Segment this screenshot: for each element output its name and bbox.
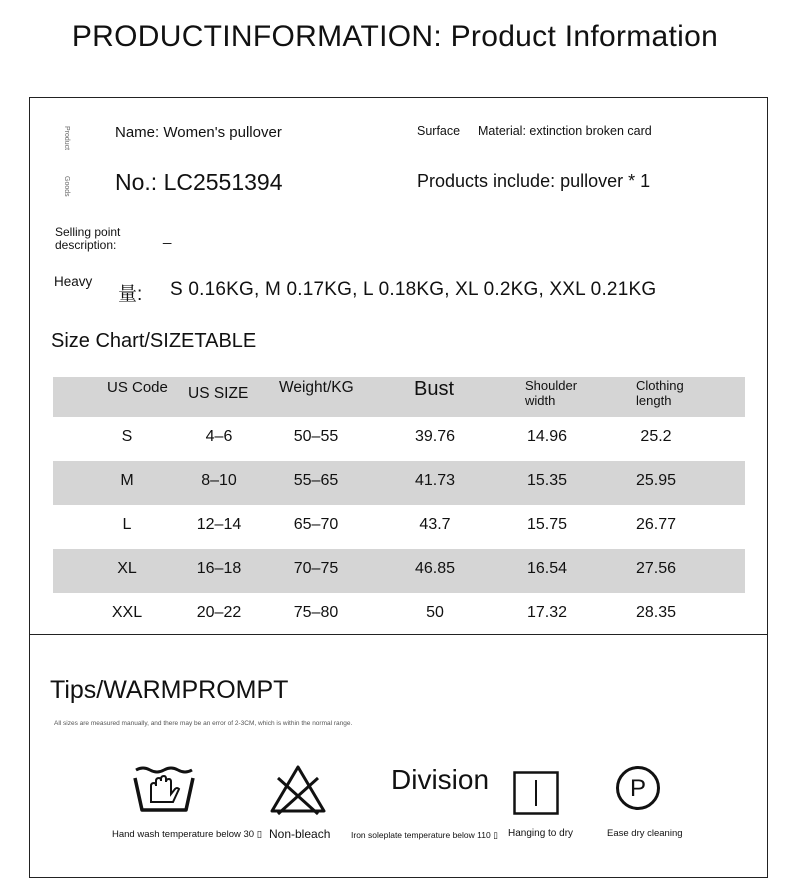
iron-division-text: Division	[391, 764, 490, 795]
cell-clothing-length: 28.35	[635, 604, 677, 621]
cell-clothing-length: 25.2	[640, 428, 672, 445]
header-us-size: US SIZE	[188, 385, 249, 402]
header-weight: Weight/KG	[279, 379, 354, 396]
size-chart-title: Size Chart/SIZETABLE	[51, 330, 257, 352]
cell-us-size: 8–10	[201, 472, 237, 489]
tips-box	[29, 634, 768, 878]
cell-us-code: S	[121, 428, 133, 445]
non-bleach-icon	[269, 764, 327, 814]
cell-weight: 55–65	[293, 472, 339, 489]
cell-us-size: 20–22	[196, 604, 242, 621]
table-header-row	[53, 377, 745, 417]
weight-label: Heavy	[54, 274, 93, 289]
hand-wash-label: Hand wash temperature below 30 ▯	[112, 829, 262, 840]
weight-label-char: 量:	[118, 284, 143, 305]
header-us-code: US Code	[107, 379, 168, 396]
cell-us-code: L	[122, 516, 132, 533]
product-material: Material: extinction broken card	[478, 124, 652, 138]
dry-clean-label: Ease dry cleaning	[607, 828, 683, 839]
product-includes: Products include: pullover * 1	[417, 171, 651, 191]
cell-bust: 46.85	[414, 560, 456, 577]
iron-label: Iron soleplate temperature below 110 ▯	[351, 830, 498, 840]
cell-clothing-length: 27.56	[635, 560, 677, 577]
table-row	[53, 417, 745, 461]
table-row	[53, 461, 745, 505]
table-row	[53, 593, 745, 637]
cell-clothing-length: 25.95	[635, 472, 677, 489]
cell-shoulder-width: 15.35	[526, 472, 568, 489]
dry-clean-icon	[615, 765, 661, 811]
weight-list: S 0.16KG, M 0.17KG, L 0.18KG, XL 0.2KG, XXL 0.21KG	[170, 279, 657, 300]
cell-shoulder-width: 17.32	[526, 604, 568, 621]
cell-clothing-length: 26.77	[635, 516, 677, 533]
measurement-note: All sizes are measured manually, and there may be an error of 2-3CM, which is within the normal range.	[54, 720, 353, 727]
header-clothing-length: Clothing length	[636, 378, 684, 408]
cell-weight: 50–55	[293, 428, 339, 445]
size-table	[53, 377, 745, 637]
cell-us-size: 4–6	[205, 428, 233, 445]
product-name: Name: Women's pullover	[115, 124, 282, 141]
surface-label: Surface	[417, 124, 461, 138]
product-number: No.: LC2551394	[115, 169, 283, 195]
cell-shoulder-width: 15.75	[526, 516, 568, 533]
header-shoulder-width: Shoulder width	[525, 378, 578, 408]
side-label-product: Product	[63, 126, 70, 151]
cell-bust: 39.76	[414, 428, 456, 445]
cell-weight: 70–75	[293, 560, 339, 577]
cell-us-size: 16–18	[196, 560, 242, 577]
cell-us-code: XXL	[111, 604, 143, 621]
cell-weight: 65–70	[293, 516, 339, 533]
cell-bust: 43.7	[419, 516, 451, 533]
table-row	[53, 505, 745, 549]
cell-shoulder-width: 14.96	[526, 428, 568, 445]
cell-us-code: XL	[117, 560, 137, 577]
tips-title: Tips/WARMPROMPT	[50, 676, 289, 704]
non-bleach-label: Non-bleach	[269, 827, 331, 841]
hand-wash-icon	[133, 766, 195, 816]
table-row	[53, 549, 745, 593]
header-bust: Bust	[414, 378, 455, 400]
cell-us-code: M	[120, 472, 134, 489]
selling-point-value: _	[163, 228, 172, 245]
hang-dry-icon	[513, 771, 559, 815]
cell-bust: 50	[426, 604, 444, 621]
cell-shoulder-width: 16.54	[526, 560, 568, 577]
cell-bust: 41.73	[414, 472, 456, 489]
cell-weight: 75–80	[293, 604, 339, 621]
side-label-goods: Goods	[63, 176, 70, 197]
cell-us-size: 12–14	[196, 516, 242, 533]
hang-dry-label: Hanging to dry	[508, 828, 574, 839]
selling-point-label: Selling point description:	[55, 225, 121, 252]
page-title: PRODUCTINFORMATION: Product Information	[71, 20, 719, 53]
dry-clean-letter: P	[629, 775, 647, 802]
